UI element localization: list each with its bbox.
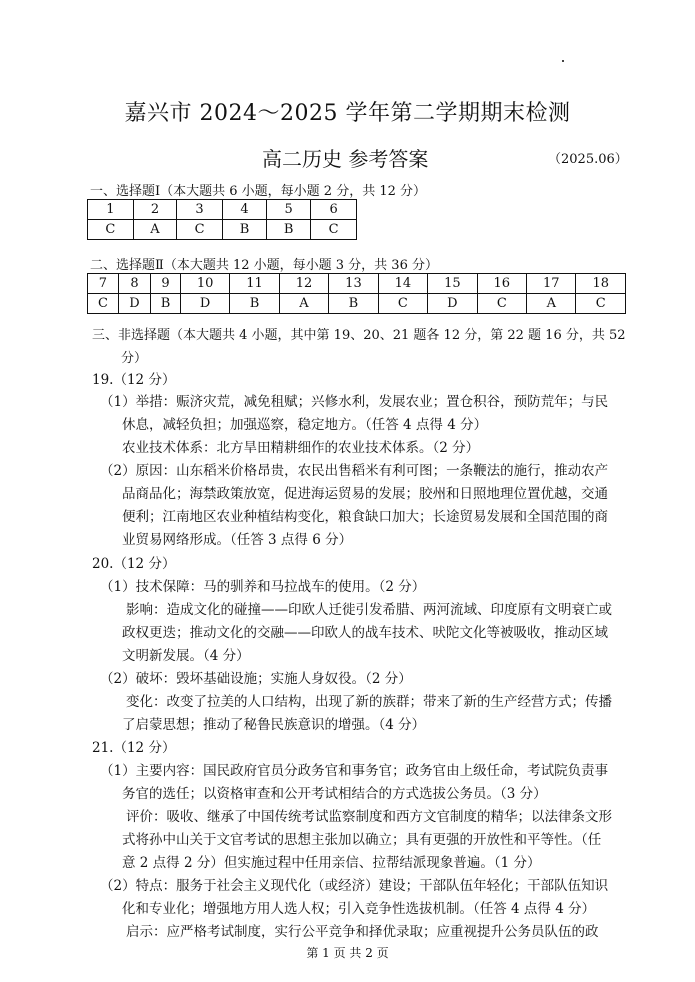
table-row-numbers: [88, 274, 626, 294]
table-row-answers: [88, 220, 357, 240]
question-number-cell: 17: [527, 274, 576, 294]
answer-table-2: [87, 273, 626, 314]
question-number-cell: 6: [311, 200, 357, 220]
answer-cell: D: [180, 294, 229, 314]
q19-p2-line2: 品商品化；海禁政策放宽，促进海运贸易的发展；胶州和日照地理位置优越，交通: [122, 486, 608, 502]
answer-cell: C: [88, 220, 134, 240]
question-number-cell: 18: [576, 274, 626, 294]
q21-p2-line1: （2）特点：服务于社会主义现代化（或经济）建设；干部队伍年轻化；干部队伍知识: [100, 878, 609, 894]
question-number-cell: 2: [133, 200, 176, 220]
answer-cell: B: [222, 220, 266, 240]
answer-cell: A: [527, 294, 576, 314]
scan-dot: [562, 60, 564, 62]
q20-p2-line2: 变化：改变了拉美的人口结构，出现了新的族群；带来了新的生产经营方式；传播: [126, 694, 612, 710]
question-number-cell: 12: [279, 274, 328, 294]
q19-label: 19.（12 分）: [92, 372, 176, 388]
page-subtitle: 高二历史 参考答案: [262, 147, 429, 171]
section3-heading-line2: 分）: [121, 351, 148, 366]
answer-cell: C: [477, 294, 526, 314]
question-number-cell: 16: [477, 274, 526, 294]
answer-cell: C: [311, 220, 357, 240]
answer-cell: C: [378, 294, 427, 314]
answer-cell: B: [267, 220, 311, 240]
question-number-cell: 7: [88, 274, 119, 294]
answer-table-1: [87, 199, 357, 240]
answer-cell: B: [329, 294, 378, 314]
q19-p1-line2: 休息，减轻负担；加强巡察，稳定地方。（任答 4 点得 4 分）: [122, 417, 488, 433]
answer-cell: C: [177, 220, 223, 240]
question-number-cell: 4: [222, 200, 266, 220]
answer-cell: D: [118, 294, 150, 314]
answer-cell: C: [88, 294, 119, 314]
q19-p2-line1: （2）原因：山东稻米价格昂贵，农民出售稻米有利可图；一条鞭法的施行，推动农产: [100, 463, 609, 479]
q21-p2-line3: 启示：应严格考试制度，实行公平竞争和择优录取；应重视提升公务员队伍的政: [126, 924, 599, 940]
question-number-cell: 5: [267, 200, 311, 220]
q20-p1-line2: 影响：造成文化的碰撞——印欧人迁徙引发希腊、两河流域、印度原有文明衰亡或: [126, 602, 612, 618]
q21-p1-line3: 评价：吸收、继承了中国传统考试监察制度和西方文官制度的精华；以法律条文形: [126, 809, 612, 825]
page-footer: 第 1 页 共 2 页: [306, 946, 389, 960]
q21-p1-line4: 式将孙中山关于文官考试的思想主张加以确立；具有更强的开放性和平等性。（任: [122, 832, 602, 848]
q20-p1-line4: 文明新发展。（4 分）: [122, 648, 250, 664]
question-number-cell: 3: [177, 200, 223, 220]
exam-date: （2025.06）: [548, 152, 628, 167]
q19-p2-line4: 业贸易网络形成。（任答 3 点得 6 分）: [122, 532, 353, 548]
page-title: 嘉兴市 2024～2025 学年第二学期期末检测: [124, 101, 571, 126]
q21-p1-line5: 意 2 点得 2 分）但实施过程中任用亲信、拉帮结派现象普遍。（1 分）: [122, 855, 541, 871]
question-number-cell: 9: [151, 274, 181, 294]
q21-p1-line2: 务官的选任；以资格审查和公开考试相结合的方式选拔公务员。（3 分）: [122, 786, 547, 802]
question-number-cell: 15: [428, 274, 477, 294]
answer-cell: C: [576, 294, 626, 314]
q19-p2-line3: 便利；江南地区农业种植结构变化，粮食缺口加大；长途贸易发展和全国范围的商: [122, 509, 608, 525]
question-number-cell: 13: [329, 274, 378, 294]
q20-p2-line3: 了启蒙思想；推动了秘鲁民族意识的增强。（4 分）: [122, 717, 426, 733]
q20-p1-line3: 政权更迭；推动文化的交融——印欧人的战车技术、吠陀文化等被吸收，推动区域: [122, 625, 608, 641]
answer-cell: A: [279, 294, 328, 314]
question-number-cell: 11: [230, 274, 279, 294]
q21-p2-line2: 化和专业化；增强地方用人选人权；引入竞争性选拔机制。（任答 4 点得 4 分）: [122, 901, 596, 917]
answer-cell: A: [133, 220, 176, 240]
q19-p1-line3: 农业技术体系：北方旱田精耕细作的农业技术体系。（2 分）: [122, 440, 480, 456]
question-number-cell: 14: [378, 274, 427, 294]
table-row-answers: [88, 294, 626, 314]
answer-cell: B: [151, 294, 181, 314]
question-number-cell: 1: [88, 200, 134, 220]
section1-heading: 一、选择题Ⅰ（本大题共 6 小题，每小题 2 分，共 12 分）: [90, 184, 427, 199]
q21-label: 21.（12 分）: [92, 740, 176, 756]
question-number-cell: 10: [180, 274, 229, 294]
q21-p1-line1: （1）主要内容：国民政府官员分政务官和事务官；政务官由上级任命，考试院负责事: [100, 763, 609, 779]
answer-cell: B: [230, 294, 279, 314]
question-number-cell: 8: [118, 274, 150, 294]
table-row-numbers: [88, 200, 357, 220]
q20-p2-line1: （2）破坏：毁坏基础设施；实施人身奴役。（2 分）: [100, 671, 412, 687]
answer-cell: D: [428, 294, 477, 314]
section2-heading: 二、选择题Ⅱ（本大题共 12 小题，每小题 3 分，共 36 分）: [90, 258, 438, 273]
q19-p1-line1: （1）举措：赈济灾荒，减免租赋；兴修水利，发展农业；置仓积谷，预防荒年；与民: [100, 394, 609, 410]
q20-label: 20.（12 分）: [92, 556, 176, 572]
q20-p1-line1: （1）技术保障：马的驯养和马拉战车的使用。（2 分）: [100, 579, 426, 595]
section3-heading-line1: 三、非选择题（本大题共 4 小题，其中第 19、20、21 题各 12 分，第 22 题 16 分，共 52: [92, 328, 626, 343]
